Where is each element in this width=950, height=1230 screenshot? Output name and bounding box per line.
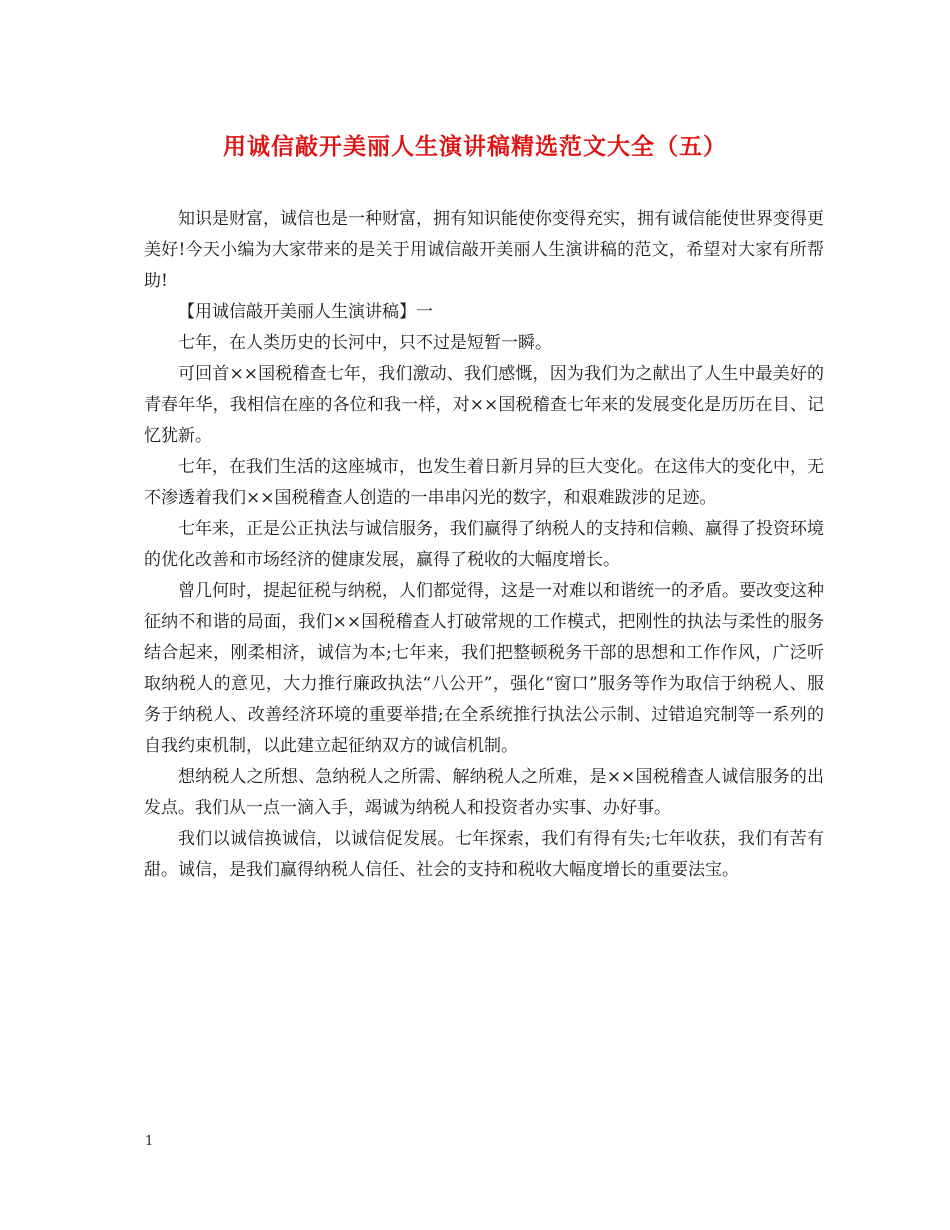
document-title: 用诚信敲开美丽人生演讲稿精选范文大全（五） <box>223 134 727 160</box>
paragraph: 七年来，正是公正执法与诚信服务，我们赢得了纳税人的支持和信赖、赢得了投资环境的优化改善和市场经济的健康发展，赢得了税收的大幅度增长。 <box>144 519 824 570</box>
paragraph: 想纳税人之所想、急纳税人之所需、解纳税人之所难，是××国税稽查人诚信服务的出发点。我们从一点一滴入手，竭诚为纳税人和投资者办实事、办好事。 <box>144 767 824 818</box>
paragraph: 我们以诚信换诚信，以诚信促发展。七年探索，我们有得有失;七年收获，我们有苦有甜。诚信，是我们赢得纳税人信任、社会的支持和税收大幅度增长的重要法宝。 <box>144 829 824 880</box>
paragraph: 七年，在我们生活的这座城市，也发生着日新月异的巨大变化。在这伟大的变化中，无不渗透着我们××国税稽查人创造的一串串闪光的数字，和艰难跋涉的足迹。 <box>144 457 824 508</box>
paragraph: 可回首××国税稽查七年，我们激动、我们感慨，因为我们为之献出了人生中最美好的青春年华，我相信在座的各位和我一样，对××国税稽查七年来的发展变化是历历在目、记忆犹新。 <box>144 364 824 446</box>
document-body <box>144 204 824 886</box>
paragraph: 曾几何时，提起征税与纳税，人们都觉得，这是一对难以和谐统一的矛盾。要改变这种征纳不和谐的局面，我们××国税稽查人打破常规的工作模式，把刚性的执法与柔性的服务结合起来，刚柔相济，诚信为本;七年来，我们把整顿税务干部的思想和工作作风，广泛听取纳税人的意见，大力推行廉政执法“八公开”，强化“窗口”服务等作为取信于纳税人、服务于纳税人、改善经济环境的重要举措;在全系统推行执法公示制、过错追究制等一系列的自我约束机制，以此建立起征纳双方的诚信机制。 <box>144 581 824 756</box>
paragraph: 七年，在人类历史的长河中，只不过是短暂一瞬。 <box>178 333 552 353</box>
paragraph: 【用诚信敲开美丽人生演讲稿】一 <box>178 302 433 322</box>
paragraph: 知识是财富，诚信也是一种财富，拥有知识能使你变得充实，拥有诚信能使世界变得更美好!今天小编为大家带来的是关于用诚信敲开美丽人生演讲稿的范文，希望对大家有所帮助! <box>144 209 824 291</box>
page-number: 1 <box>145 1134 154 1149</box>
